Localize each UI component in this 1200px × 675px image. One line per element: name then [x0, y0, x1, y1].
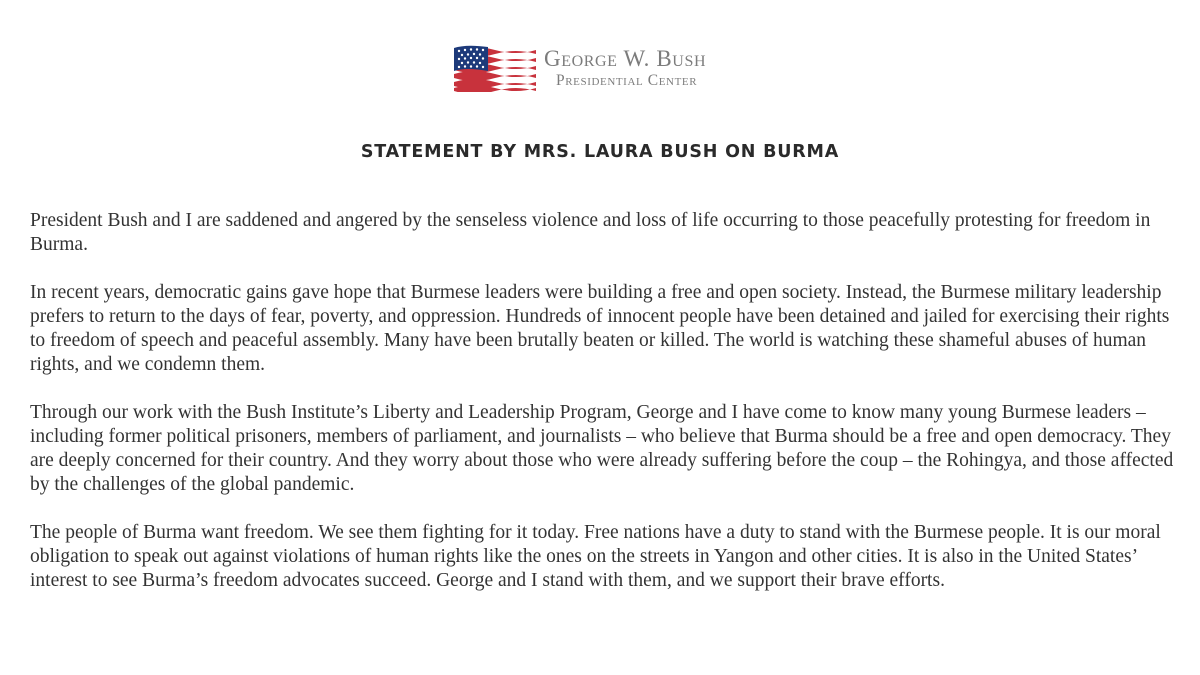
statement-paragraph: President Bush and I are saddened and angered by the senseless violence and loss of life occurring to those peacefully protesting for freedom in Burma. — [30, 210, 1151, 255]
american-flag-icon — [452, 44, 538, 92]
statement-paragraph: The people of Burma want freedom. We see them fighting for it today. Free nations have a duty to stand with the Burmese people. It is our moral obligation to speak out against violations of human rights like the ones on the streets in Yangon and other cities. It is also in the United States’ interest to see Burma’s freedom advocates succeed. George and I stand with them, and we support their brave efforts. — [30, 522, 1161, 591]
logo-name: George W. Bush — [544, 46, 707, 72]
statement-paragraph: In recent years, democratic gains gave hope that Burmese leaders were building a free and open society. Instead, the Burmese military leadership prefers to return to the days of fear, poverty, and oppression. Hundreds of innocent people have been detained and jailed for exercising their rights to freedom of speech and peaceful assembly. Many have been brutally beaten or killed. The world is watching these shameful abuses of human rights, and we condemn them. — [30, 282, 1170, 375]
presidential-center-logo — [452, 44, 706, 92]
statement-title: STATEMENT BY MRS. LAURA BUSH ON BURMA — [360, 142, 840, 162]
statement-paragraph: Through our work with the Bush Institute’s Liberty and Leadership Program, George and I have come to know many young Burmese leaders – including former political prisoners, members of parliament, and journalists – who believe that Burma should be a free and open democracy. They are deeply concerned for their country. And they worry about those who were already suffering before the coup – the Rohingya, and those affected by the challenges of the global pandemic. — [30, 402, 1174, 495]
statement-body — [30, 209, 1180, 617]
logo-subtitle: Presidential Center — [556, 72, 698, 90]
logo-wordmark — [544, 47, 706, 89]
